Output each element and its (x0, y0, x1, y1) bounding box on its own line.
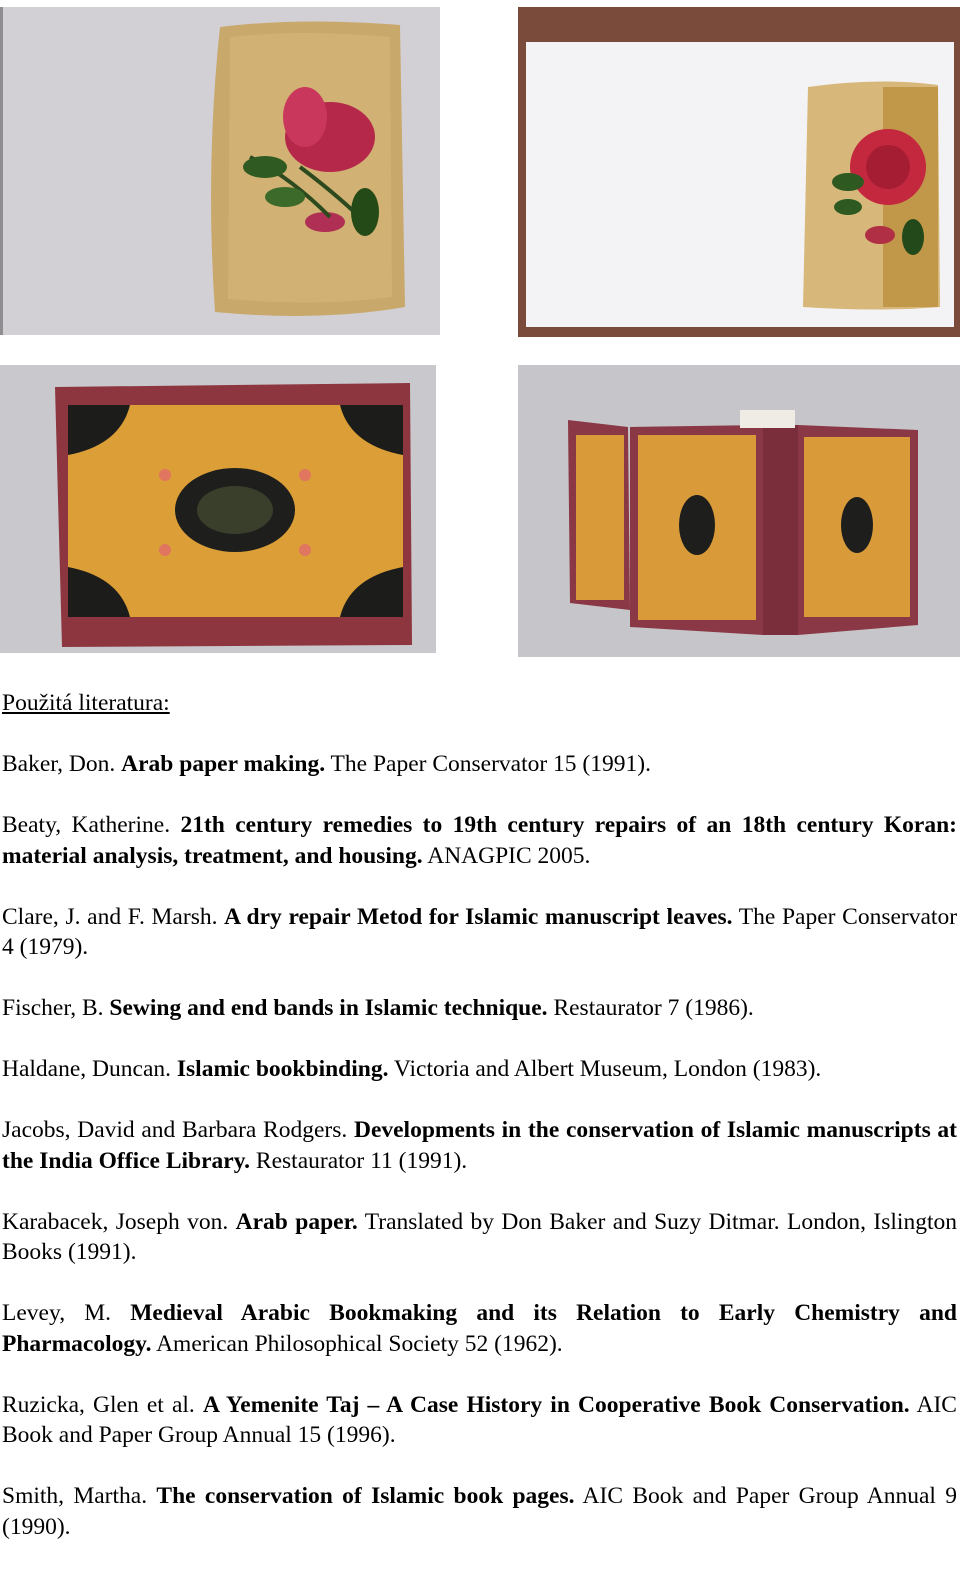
reference-item (2, 1115, 957, 1176)
photo-rose-painting-1 (0, 7, 440, 335)
reference-source: The Paper Conservator 4 (1979). (2, 903, 958, 960)
photo-standing-book (518, 365, 960, 657)
reference-item (2, 1207, 957, 1268)
reference-author: Clare, J. and F. Marsh. (2, 903, 218, 930)
reference-title: Sewing and end bands in Islamic technique. (109, 995, 548, 1021)
reference-author: Karabacek, Joseph von. (2, 1208, 229, 1235)
photo-book-cover (0, 365, 436, 653)
reference-author: Levey, M. (2, 1300, 112, 1326)
reference-source: Translated by Don Baker and Suzy Ditmar. London, Islington Books (1991). (2, 1208, 957, 1265)
reference-title: Arab paper. (235, 1208, 358, 1235)
reference-source: Restaurator 11 (1991). (255, 1147, 468, 1174)
reference-author: Smith, Martha. (2, 1483, 148, 1509)
reference-author: Beaty, Katherine. (2, 812, 171, 838)
reference-item (2, 902, 957, 963)
reference-item (2, 1298, 957, 1359)
reference-title: A Yemenite Taj – A Case History in Cooperative Book Conservation. (202, 1391, 910, 1418)
reference-source: AIC Book and Paper Group Annual 15 (1996). (2, 1391, 957, 1448)
reference-title: The conservation of Islamic book pages. (156, 1483, 575, 1509)
reference-title: 21th century remedies to 19th century repairs of an 18th century Koran: material analysis, treatment, and housing. (2, 812, 957, 869)
reference-title: Developments in the conservation of Islamic manuscripts at the India Office Library. (2, 1117, 957, 1174)
bibliography (2, 688, 957, 1573)
reference-title: A dry repair Metod for Islamic manuscript leaves. (224, 903, 733, 930)
reference-source: Victoria and Albert Museum, London (1983). (393, 1056, 822, 1082)
reference-title: Islamic bookbinding. (176, 1056, 389, 1082)
reference-item (2, 1054, 957, 1085)
reference-item (2, 749, 957, 780)
reference-author: Baker, Don. (2, 751, 116, 777)
reference-title: Arab paper making. (121, 751, 326, 777)
reference-title: Medieval Arabic Bookmaking and its Relation to Early Chemistry and Pharmacology. (2, 1300, 957, 1357)
reference-author: Fischer, B. (2, 995, 104, 1021)
reference-author: Haldane, Duncan. (2, 1056, 171, 1082)
reference-item (2, 810, 957, 871)
reference-source: Restaurator 7 (1986). (553, 995, 754, 1021)
reference-source: ANAGPIC 2005. (427, 842, 591, 869)
reference-item (2, 993, 957, 1024)
reference-source: American Philosophical Society 52 (1962). (156, 1330, 563, 1357)
reference-source: AIC Book and Paper Group Annual 9 (1990). (2, 1483, 957, 1540)
reference-author: Ruzicka, Glen et al. (2, 1391, 195, 1418)
reference-item (2, 1390, 957, 1451)
reference-source: The Paper Conservator 15 (1991). (330, 751, 651, 777)
bibliography-heading: Použitá literatura: (2, 690, 170, 716)
reference-item (2, 1481, 957, 1542)
photo-rose-painting-2 (518, 7, 960, 337)
reference-author: Jacobs, David and Barbara Rodgers. (2, 1117, 348, 1143)
